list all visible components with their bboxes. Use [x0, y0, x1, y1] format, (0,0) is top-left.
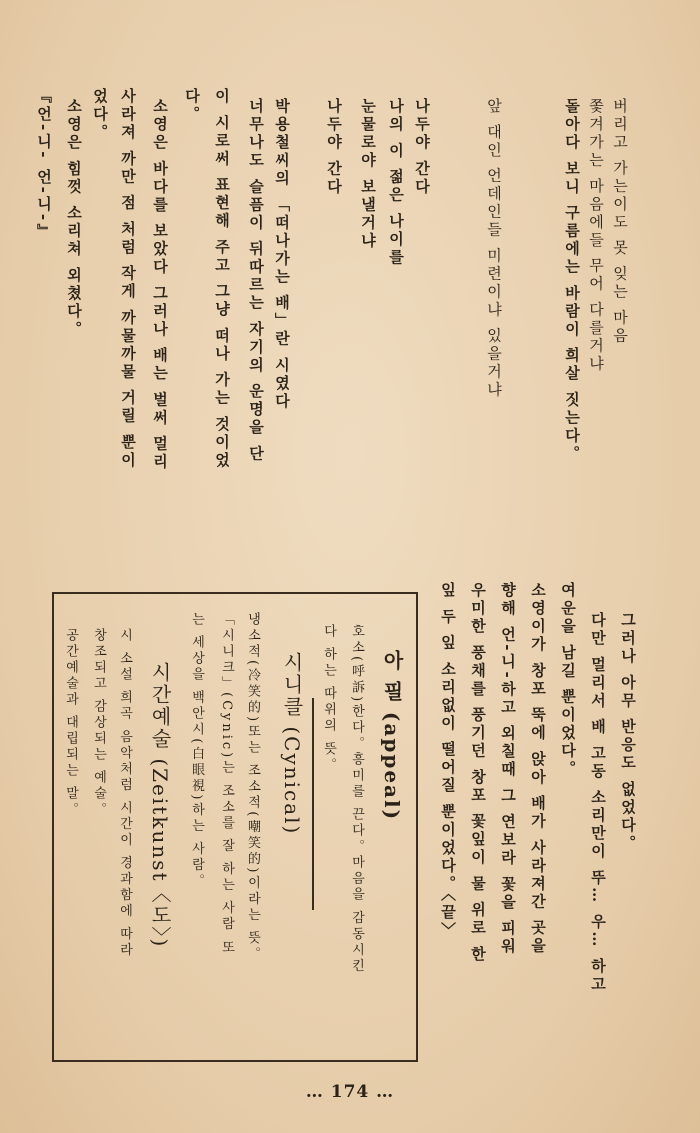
- text-column: 다。: [183, 88, 201, 124]
- text-column: 사라져 까만 점 처럼 작게 까물까물 거릴 뿐이: [119, 88, 137, 470]
- text-column: 박용철씨의 「떠나가는 배」란 시였다: [273, 98, 291, 411]
- glossary-definition: 냉소적(冷笑的)또는 조소적(嘲笑的)이라는 뜻。: [245, 612, 260, 963]
- text-column: 향해 언-니-하고 외칠때 그 연보라 꽃을 피워: [499, 582, 517, 956]
- text-column: 소영은 바다를 보았다 그러나 배는 벌써 멀리: [151, 98, 169, 472]
- glossary-term: 시니클 (Cynical): [280, 652, 304, 836]
- text-column: 쫓겨가는 마음에들 무어 다를거냐: [587, 98, 605, 374]
- text-column: 소영은 힘껏 소리쳐 외쳤다。: [65, 98, 83, 339]
- glossary-definition: 창조되고 감상되는 예술。: [91, 628, 106, 819]
- text-column: 너무나도 슬픔이 뒤따르는 자기의 운명을 단: [247, 98, 265, 464]
- glossary-term: 시간예술 (Zeitkunst〈도〉): [148, 662, 172, 949]
- glossary-definition: 는 세상을 백안시(白眼視)하는 사람。: [189, 612, 204, 890]
- glossary-definition: 시 소설 희곡 음악처럼 시간이 경과함에 따라: [117, 628, 132, 959]
- text-column: 나두야 간다: [413, 98, 431, 197]
- page-number: … 174 …: [305, 1082, 395, 1102]
- glossary-divider: [312, 698, 314, 910]
- text-column: 잎 두 잎 소리없이 떨어질 뿐이었다。〈끝〉: [439, 582, 457, 940]
- text-column: 소영이가 창포 뚝에 앉아 배가 사라져간 곳을: [529, 582, 547, 956]
- glossary-definition: 「시니크」(Cynic)는 조소를 잘 하는 사람 또: [219, 612, 234, 956]
- text-column: 버리고 가는이도 못 잊는 마음: [611, 98, 629, 346]
- text-column: 었다。: [91, 88, 109, 142]
- glossary-definition: 공간예술과 대립되는 말。: [63, 628, 78, 819]
- text-column: 여운을 남길 뿐이었다。: [559, 582, 577, 779]
- text-column: 『언-니- 언-니-』: [35, 88, 53, 242]
- text-column: 나의 이 젊은 나이를: [387, 98, 405, 267]
- glossary-definition: 다 하는 따위의 뜻。: [321, 624, 336, 774]
- text-column: 다만 멀리서 배 고동 소리만이 뚜… 우… 하고: [589, 612, 607, 994]
- text-column: 그러나 아무 반응도 없었다。: [619, 612, 637, 853]
- text-column: 우미한 풍채를 풍기던 창포 꽃잎이 물 위로 한: [469, 582, 487, 964]
- glossary-term: 아 필 (appeal): [380, 650, 404, 822]
- text-column: 나두야 간다: [325, 98, 343, 197]
- text-column: 돌아다 보니 구름에는 바람이 희살 짓는다。: [563, 98, 581, 464]
- text-column: 이 시로써 표현해 주고 그냥 떠나 가는 것이었: [213, 88, 231, 470]
- text-column: 앞 대인 언데인들 미련이냐 있을거냐: [485, 98, 503, 400]
- glossary-definition: 호소(呼訴)한다。흥미를 끈다。마음을 감동시킨: [349, 624, 364, 975]
- text-column: 눈물로야 보낼거냐: [359, 98, 377, 251]
